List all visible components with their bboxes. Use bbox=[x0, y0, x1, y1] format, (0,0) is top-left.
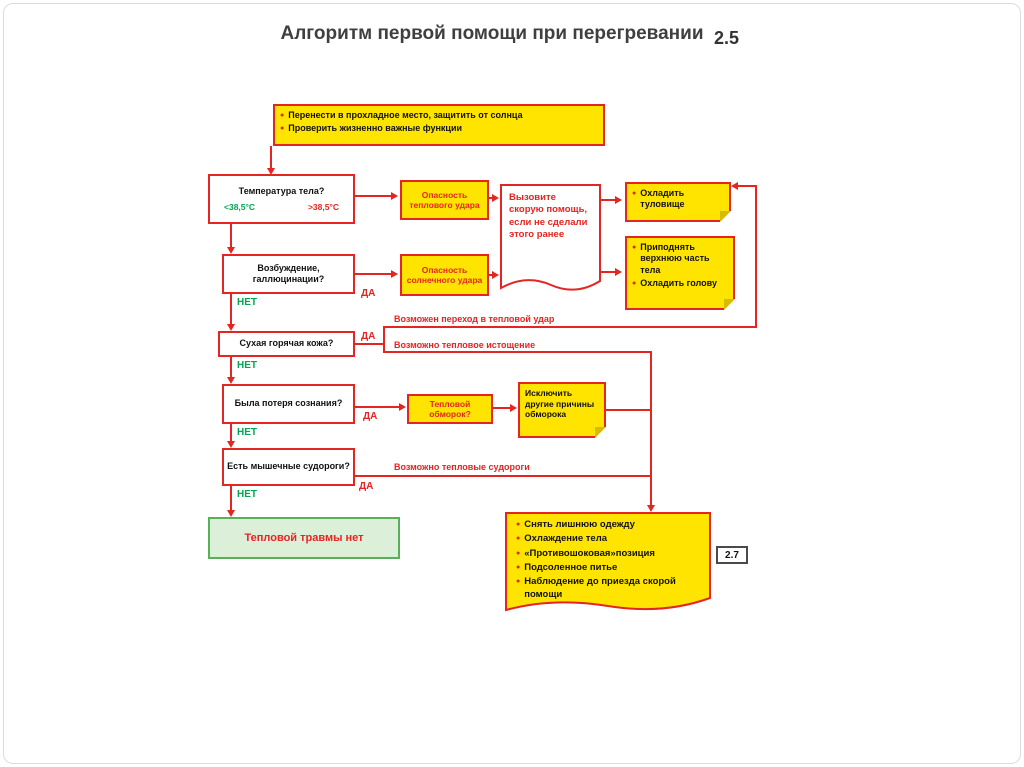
node-sun-stroke-danger bbox=[400, 254, 489, 296]
connector-agitation-dryskin bbox=[230, 294, 232, 325]
folded-corner-icon bbox=[724, 299, 735, 310]
arrowhead-right-icon bbox=[399, 403, 406, 411]
bullet-icon: ● bbox=[280, 112, 285, 119]
bullet-icon: ● bbox=[280, 125, 285, 133]
exclude-other-causes-label: Исключить другие причины обморока bbox=[525, 388, 595, 420]
node-call-ambulance bbox=[500, 184, 601, 296]
connector-heat-exhaustion bbox=[383, 351, 651, 353]
raise-upper-label: Приподнять верхнюю часть тела bbox=[640, 242, 710, 275]
node-dry-hot-skin bbox=[218, 331, 355, 357]
loss-of-consciousness-label: Была потеря сознания? bbox=[234, 398, 343, 409]
label-yes: ДА bbox=[361, 331, 376, 342]
no-heat-injury-label: Тепловой травмы нет bbox=[244, 532, 364, 544]
final-action-row bbox=[516, 576, 702, 601]
node-agitation bbox=[222, 254, 355, 294]
temperature-values bbox=[216, 202, 347, 212]
final-actions-list bbox=[516, 519, 702, 603]
arrowhead-down-icon bbox=[227, 377, 235, 384]
final-action-row bbox=[516, 548, 702, 560]
arrowhead-down-icon bbox=[227, 510, 235, 517]
bullet-icon: ● bbox=[516, 578, 521, 586]
final-action-row bbox=[516, 533, 702, 545]
bullet-icon: ● bbox=[632, 244, 637, 251]
arrowhead-right-icon bbox=[510, 404, 517, 412]
final-action-row bbox=[516, 562, 702, 574]
connector-cramps-noinjury bbox=[230, 486, 232, 511]
label-no: НЕТ bbox=[237, 489, 257, 500]
node-exclude-other-causes bbox=[518, 382, 606, 438]
node-final-actions bbox=[505, 512, 711, 616]
reference-number: 2.7 bbox=[725, 549, 739, 561]
temperature-high: >38,5°C bbox=[307, 202, 339, 213]
final-action-2: Охлаждение тела bbox=[524, 533, 608, 545]
initial-action-row bbox=[280, 110, 598, 121]
muscle-cramps-label: Есть мышечные судороги? bbox=[227, 461, 350, 472]
cool-head-row bbox=[632, 278, 728, 289]
bullet-icon: ● bbox=[516, 535, 521, 543]
arrowhead-right-icon bbox=[391, 270, 398, 278]
label-yes: ДА bbox=[361, 288, 376, 299]
arrowhead-down-icon bbox=[227, 441, 235, 448]
connector-cramps-vertical bbox=[355, 475, 651, 477]
bullet-icon: ● bbox=[632, 279, 637, 287]
arrowhead-down-icon bbox=[227, 247, 235, 254]
arrowhead-right-icon bbox=[492, 271, 499, 279]
annotation-to-heat-stroke: Возможен переход в тепловой удар bbox=[394, 314, 555, 324]
temperature-low: <38,5°C bbox=[224, 202, 256, 213]
node-muscle-cramps bbox=[222, 448, 355, 486]
label-yes: ДА bbox=[363, 411, 378, 422]
raise-upper-row bbox=[632, 242, 728, 276]
final-action-4: Подсоленное питье bbox=[524, 562, 618, 574]
node-raise-upper-body bbox=[625, 236, 735, 310]
node-loss-of-consciousness bbox=[222, 384, 355, 424]
heat-stroke-danger-label: Опасность теплового удара bbox=[409, 189, 480, 210]
final-action-row bbox=[516, 519, 702, 531]
cool-torso-label: Охладить туловище bbox=[640, 188, 685, 210]
initial-action-2: Проверить жизненно важные функции bbox=[288, 123, 463, 134]
folded-corner-icon bbox=[595, 427, 606, 438]
annotation-heat-cramps: Возможно тепловые судороги bbox=[394, 462, 530, 472]
slide-number: 2.5 bbox=[714, 28, 740, 48]
heat-syncope-label: Тепловой обморок? bbox=[429, 398, 471, 419]
final-action-3: «Противошоковая»позиция bbox=[524, 547, 655, 559]
arrowhead-right-icon bbox=[391, 192, 398, 200]
initial-action-1: Перенести в прохладное место, защитить от солнца bbox=[288, 110, 523, 120]
node-initial-actions bbox=[273, 104, 605, 146]
connector-temp-heatdanger bbox=[355, 195, 393, 197]
final-action-1: Снять лишнюю одежду bbox=[524, 519, 635, 530]
bullet-icon: ● bbox=[516, 521, 521, 528]
cool-torso-row bbox=[632, 188, 724, 211]
arrowhead-down-icon bbox=[647, 505, 655, 512]
label-no: НЕТ bbox=[237, 297, 257, 308]
label-yes: ДА bbox=[359, 481, 374, 492]
connector-agitation-sundanger bbox=[355, 273, 393, 275]
connector-topnote-temperature bbox=[270, 146, 272, 169]
sun-stroke-danger-label: Опасность солнечного удара bbox=[406, 264, 483, 285]
connector-dryskin-consciousness bbox=[230, 357, 232, 379]
node-heat-stroke-danger bbox=[400, 180, 489, 220]
label-no: НЕТ bbox=[237, 427, 257, 438]
arrowhead-left-icon bbox=[731, 182, 738, 190]
annotation-heat-exhaustion: Возможно тепловое истощение bbox=[394, 340, 536, 350]
bullet-icon: ● bbox=[516, 564, 521, 572]
bullet-icon: ● bbox=[632, 190, 637, 197]
label-no: НЕТ bbox=[237, 360, 257, 371]
arrowhead-right-icon bbox=[492, 194, 499, 202]
connector-loop-top bbox=[738, 185, 757, 187]
arrowhead-right-icon bbox=[615, 196, 622, 204]
connector-consciousness-syncope bbox=[355, 406, 401, 408]
node-no-heat-injury bbox=[208, 517, 400, 559]
arrowhead-right-icon bbox=[615, 268, 622, 276]
connector-branch-split bbox=[383, 326, 385, 353]
connector-loop-right bbox=[755, 186, 757, 328]
folded-corner-icon bbox=[720, 211, 731, 222]
connector-to-final-note bbox=[650, 351, 652, 506]
reference-badge bbox=[716, 546, 748, 564]
final-action-5: Наблюдение до приезда скорой помощи bbox=[524, 576, 676, 600]
connector-to-heatstroke-loop bbox=[383, 326, 755, 328]
node-heat-syncope bbox=[407, 394, 493, 424]
bullet-icon: ● bbox=[516, 549, 521, 557]
temperature-question: Температура тела? bbox=[238, 185, 325, 196]
node-temperature bbox=[208, 174, 355, 224]
node-cool-torso bbox=[625, 182, 731, 222]
initial-action-row bbox=[280, 123, 598, 134]
page-title: Алгоритм первой помощи при перегревании bbox=[280, 23, 704, 44]
connector-dryskin-stub bbox=[355, 343, 383, 345]
call-ambulance-text: Вызовите скорую помощь, если не сделали этого ранее bbox=[509, 192, 588, 241]
arrowhead-down-icon bbox=[227, 324, 235, 331]
cool-head-label: Охладить голову bbox=[640, 277, 717, 288]
connector-temp-agitation bbox=[230, 224, 232, 249]
dry-hot-skin-label: Сухая горячая кожа? bbox=[239, 338, 334, 349]
connector-exclude-vertical bbox=[606, 409, 651, 411]
agitation-label: Возбуждение, галлюцинации? bbox=[252, 262, 325, 284]
